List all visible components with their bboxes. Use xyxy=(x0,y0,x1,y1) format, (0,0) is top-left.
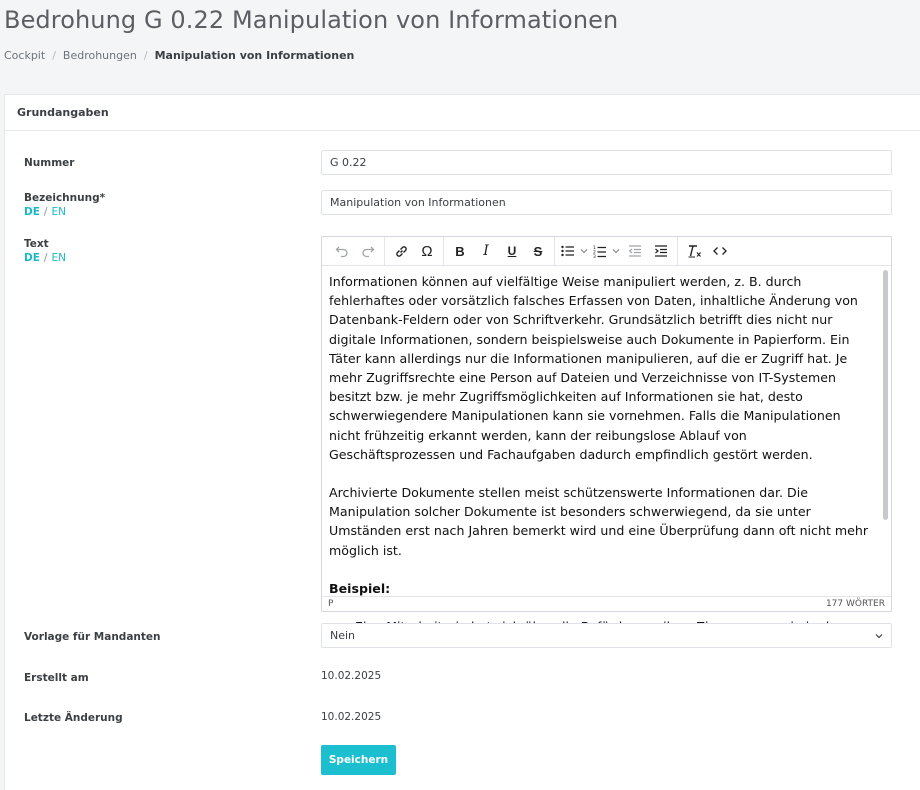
card-title: Grundangaben xyxy=(5,95,920,131)
svg-text:1: 1 xyxy=(593,245,596,251)
bezeichnung-lang-en[interactable]: EN xyxy=(51,206,66,218)
numbered-list-dropdown-chevron-icon[interactable] xyxy=(610,239,622,263)
toolbar-group-history xyxy=(326,237,385,266)
grundangaben-card xyxy=(4,94,920,790)
bullet-list-dropdown-chevron-icon[interactable] xyxy=(578,239,590,263)
editor-scrollbar[interactable] xyxy=(883,270,888,520)
bold-icon[interactable]: B xyxy=(455,243,465,259)
underline-icon[interactable]: U xyxy=(507,244,517,258)
outdent-icon[interactable] xyxy=(622,239,648,263)
italic-icon[interactable]: I xyxy=(483,243,489,259)
rich-text-editor[interactable] xyxy=(321,236,892,612)
bullet-list-icon[interactable] xyxy=(558,239,578,263)
page-header xyxy=(0,0,920,78)
editor-content[interactable] xyxy=(322,267,891,597)
redo-icon[interactable] xyxy=(355,239,381,263)
breadcrumb-current: Manipulation von Informationen xyxy=(154,49,355,62)
erstellt-label: Erstellt am xyxy=(24,672,89,684)
breadcrumb-separator: / xyxy=(52,49,56,62)
svg-text:3: 3 xyxy=(593,254,596,260)
breadcrumb-separator: / xyxy=(143,49,148,62)
erstellt-value: 10.02.2025 xyxy=(321,670,382,682)
vorlage-value: Nein xyxy=(330,629,356,642)
element-path[interactable]: P xyxy=(328,599,334,609)
strikethrough-icon[interactable]: S xyxy=(533,243,543,259)
bezeichnung-input[interactable] xyxy=(321,190,892,215)
vorlage-label: Vorlage für Mandanten xyxy=(24,631,161,643)
vorlage-select[interactable] xyxy=(321,623,892,648)
text-heading: Beispiel: xyxy=(329,580,391,596)
save-button[interactable]: Speichern xyxy=(321,745,396,775)
clear-format-icon[interactable] xyxy=(681,239,707,263)
nummer-input[interactable] xyxy=(321,150,892,175)
breadcrumb-bedrohungen[interactable]: Bedrohungen xyxy=(62,49,137,62)
bezeichnung-lang-switch xyxy=(24,206,66,218)
bezeichnung-value: Manipulation von Informationen xyxy=(330,196,506,209)
undo-icon[interactable] xyxy=(329,239,355,263)
page-title: Bedrohung G 0.22 Manipulation von Informationen xyxy=(4,6,619,34)
breadcrumb xyxy=(4,49,354,62)
word-count[interactable]: 177 WÖRTER xyxy=(825,599,885,609)
nummer-label: Nummer xyxy=(24,157,75,169)
breadcrumb-cockpit[interactable]: Cockpit xyxy=(4,49,46,62)
text-lang-switch xyxy=(24,252,66,264)
lang-separator: / xyxy=(43,252,48,264)
indent-icon[interactable] xyxy=(648,239,674,263)
numbered-list-icon[interactable] xyxy=(590,239,610,263)
lang-separator: / xyxy=(43,206,48,218)
aenderung-value: 10.02.2025 xyxy=(321,711,382,723)
text-paragraph: Informationen können auf vielfältige Weise manipuliert werden, z. B. durch fehlerhaftes oder vorsätzlich falsches Erfassen von Daten, inhaltliche Änderung von Datenbank-Feldern oder von Schriftverkehr. Grundsätzlich betrifft dies nicht nur digitale Informationen, sondern beispielsweise auch Dokumente in Papierform. Ein Täter kann allerdings nur die Informationen manipulieren, auf die er Zugriff hat. Je mehr Zugriffsrechte eine Person auf Dateien und Verzeichnisse von IT-Systemen besitzt bzw. je mehr Zugriffsmöglichkeiten auf Informationen sie hat, desto schwerwiegendere Manipulationen kann sie vornehmen. Falls die Manipulationen nicht frühzeitig erkannt werden, kann der reibungslose Ablauf von Geschäftsprozessen und Fachaufgaben dadurch empfindlich gestört werden. xyxy=(329,274,858,462)
text-label: Text xyxy=(24,238,49,250)
toolbar-group-misc xyxy=(678,237,736,266)
link-icon[interactable] xyxy=(388,239,414,263)
editor-statusbar xyxy=(322,596,891,611)
svg-text:2: 2 xyxy=(593,250,596,255)
text-lang-en[interactable]: EN xyxy=(51,252,66,264)
nummer-value: G 0.22 xyxy=(330,156,367,169)
code-icon[interactable] xyxy=(707,239,733,263)
bezeichnung-label: Bezeichnung* xyxy=(24,192,106,204)
text-lang-de[interactable]: DE xyxy=(24,252,40,264)
toolbar-group-lists xyxy=(555,237,678,266)
toolbar-group-insert xyxy=(385,237,444,266)
text-paragraph: Archivierte Dokumente stellen meist schützenswerte Informationen dar. Die Manipulation solcher Dokumente ist besonders schwerwiegend, da sie unter Umständen erst nach Jahren bemerkt wird und eine Überprüfung dann oft nicht mehr möglich ist. xyxy=(329,485,869,558)
chevron-down-icon xyxy=(875,632,883,640)
omega-icon[interactable]: Ω xyxy=(421,242,433,260)
editor-toolbar xyxy=(322,237,891,266)
bezeichnung-lang-de[interactable]: DE xyxy=(24,206,40,218)
toolbar-group-format xyxy=(444,237,555,266)
aenderung-label: Letzte Änderung xyxy=(24,712,123,724)
